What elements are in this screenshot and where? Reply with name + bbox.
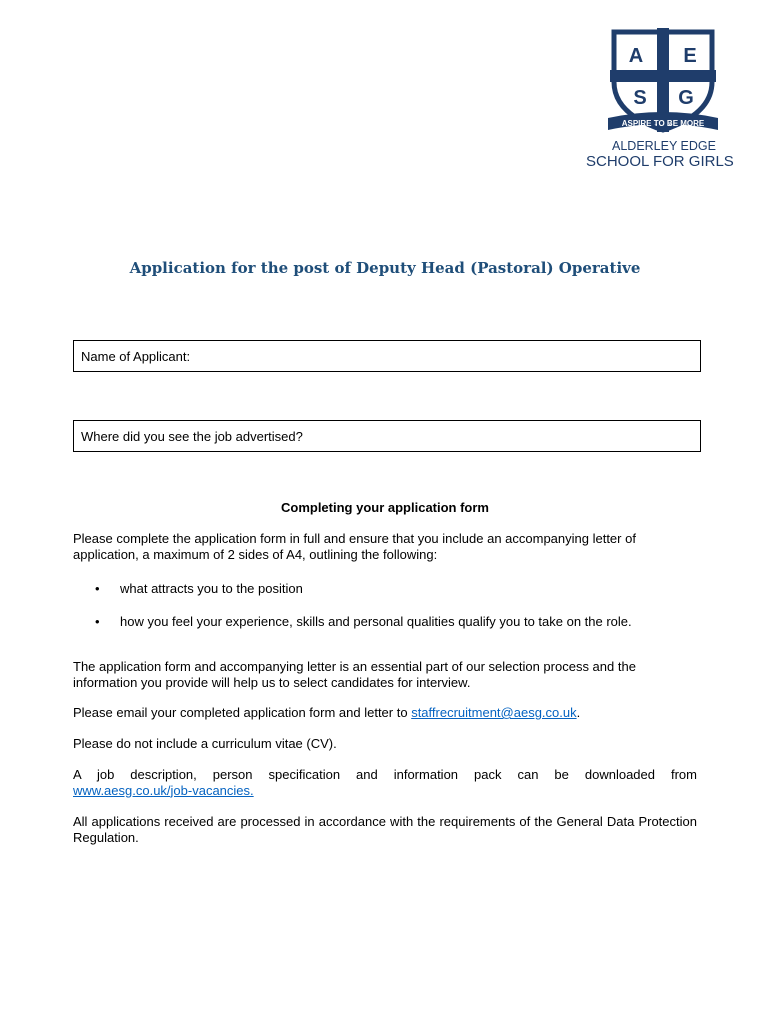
school-crest-icon (600, 26, 726, 138)
list-item (73, 581, 697, 596)
school-logo (584, 26, 740, 170)
school-name (584, 138, 740, 170)
bullet-dot-icon: • (95, 614, 100, 629)
cv-paragraph: Please do not include a curriculum vitae (CV). (73, 736, 337, 751)
intro-paragraph: Please complete the application form in full and ensure that you include an accompanying letter of application, a maximum of 2 sides of A4, outlining the following: (73, 531, 636, 562)
job-advert-source-field[interactable] (73, 420, 701, 452)
bullet-dot-icon: • (95, 581, 100, 596)
section-heading: Completing your application form (280, 500, 489, 515)
school-name-line1: ALDERLEY EDGE (612, 139, 716, 153)
crest-letter-s: S (633, 87, 647, 109)
downloads-paragraph (73, 767, 697, 798)
email-paragraph-suffix: . (576, 705, 581, 720)
bullet-list (73, 581, 697, 629)
school-name-line2: SCHOOL FOR GIRLS (586, 153, 734, 170)
job-vacancies-link[interactable]: www.aesg.co.uk/job-vacancies. (73, 782, 254, 798)
applicant-name-label: Name of Applicant: (81, 349, 191, 364)
bullet-text: what attracts you to the position (120, 581, 303, 596)
downloads-paragraph-text: A job description, person specification and information pack can be downloaded from (73, 767, 697, 782)
document-title: Application for the post of Deputy Head (Pastoral) Operative (129, 259, 641, 277)
bullet-text: how you feel your experience, skills and personal qualities qualify you to take on the role. (120, 614, 632, 629)
email-link[interactable]: staffrecruitment@aesg.co.uk (411, 705, 577, 720)
crest-letter-g: G (678, 87, 694, 109)
crest-letter-a: A (628, 45, 644, 67)
crest-banner-text: ASPIRE TO BE MORE (621, 119, 705, 128)
crest-letter-e: E (683, 45, 697, 67)
email-paragraph-prefix: Please email your completed application form and letter to (73, 705, 412, 720)
applicant-name-field[interactable] (73, 340, 701, 372)
email-paragraph (73, 705, 697, 721)
selection-process-paragraph: The application form and accompanying letter is an essential part of our selection process and the information you provide will help us to select candidates for interview. (73, 659, 636, 690)
gdpr-paragraph: All applications received are processed in accordance with the requirements of the General Data Protection Regulation. (73, 814, 697, 845)
job-advert-source-label: Where did you see the job advertised? (81, 429, 303, 444)
list-item (73, 614, 697, 629)
